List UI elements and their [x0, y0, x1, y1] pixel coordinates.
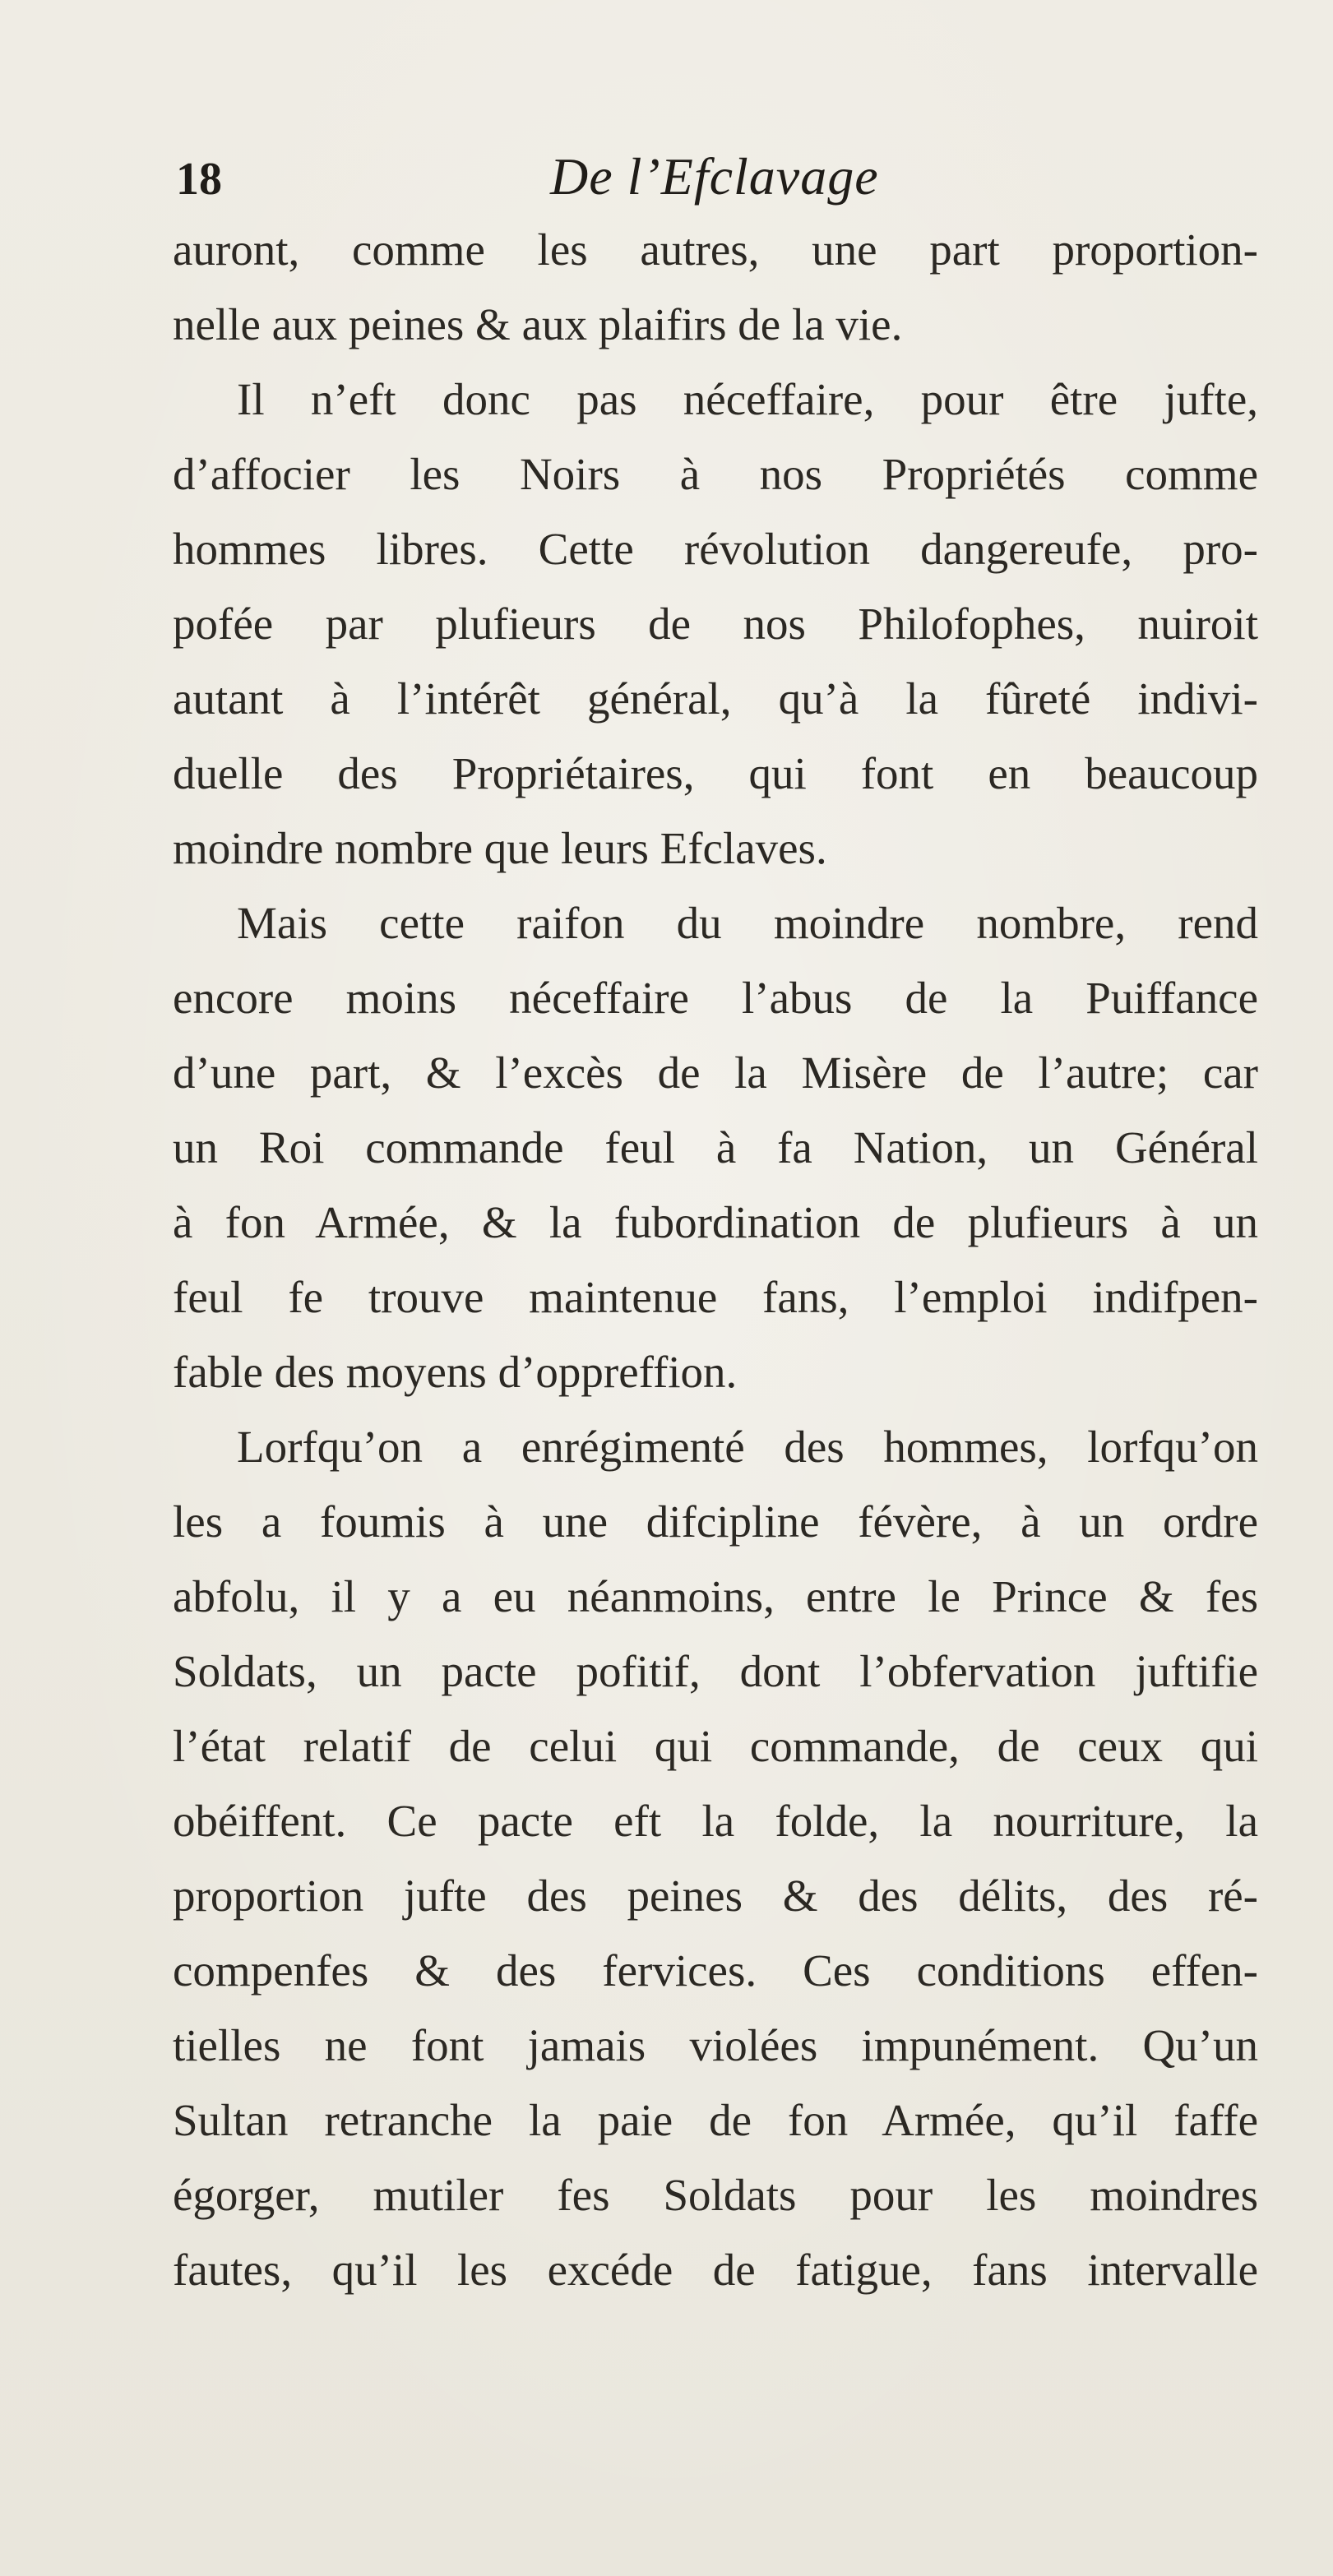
- text-line: abfolu, il y a eu néanmoins, entre le Prince & fes: [173, 1571, 1258, 1621]
- text-line: d’une part, & l’excès de la Misère de l’autre; car: [173, 1048, 1258, 1098]
- text-line: duelle des Propriétaires, qui font en beaucoup: [173, 748, 1258, 798]
- text-line: encore moins néceffaire l’abus de la Puiffance: [173, 973, 1258, 1023]
- text-line: obéiffent. Ce pacte eft la folde, la nourriture, la: [173, 1796, 1258, 1846]
- text-line: feul fe trouve maintenue fans, l’emploi indifpen-: [173, 1272, 1258, 1322]
- text-line: hommes libres. Cette révolution dangereufe, pro-: [173, 524, 1258, 574]
- running-head: [176, 146, 1261, 220]
- text-line: Lorfqu’on a enrégimenté des hommes, lorfqu’on: [237, 1422, 1258, 1472]
- text-line: les a foumis à une difcipline févère, à un ordre: [173, 1496, 1258, 1547]
- text-line: tielles ne font jamais violées impunément. Qu’un: [173, 2020, 1258, 2070]
- text-line: Soldats, un pacte pofitif, dont l’obfervation juftifie: [173, 1646, 1258, 1696]
- page-number: 18: [176, 154, 222, 205]
- text-line: moindre nombre que leurs Efclaves.: [173, 823, 827, 873]
- text-line: d’affocier les Noirs à nos Propriétés comme: [173, 449, 1258, 499]
- running-title: De l’Efclavage: [550, 147, 879, 206]
- text-line: à fon Armée, & la fubordination de plufieurs à un: [173, 1197, 1258, 1247]
- text-line: nelle aux peines & aux plaifirs de la vie.: [173, 299, 903, 349]
- text-line: autant à l’intérêt général, qu’à la fûreté indivi-: [173, 673, 1258, 724]
- text-line: Sultan retranche la paie de fon Armée, qu’il faffe: [173, 2095, 1258, 2145]
- text-line: proportion jufte des peines & des délits, des ré-: [173, 1871, 1258, 1921]
- text-line: Il n’eft donc pas néceffaire, pour être jufte,: [237, 374, 1258, 424]
- text-line: compenfes & des fervices. Ces conditions effen-: [173, 1945, 1258, 1996]
- text-line: égorger, mutiler fes Soldats pour les moindres: [173, 2170, 1258, 2220]
- text-body: [173, 212, 1258, 2307]
- text-line: l’état relatif de celui qui commande, de ceux qui: [173, 1721, 1258, 1771]
- text-line: pofée par plufieurs de nos Philofophes, nuiroit: [173, 599, 1258, 649]
- text-line: auront, comme les autres, une part proportion-: [173, 224, 1258, 275]
- text-line: fautes, qu’il les excéde de fatigue, fans intervalle: [173, 2245, 1258, 2295]
- text-line: fable des moyens d’oppreffion.: [173, 1347, 738, 1397]
- text-line: un Roi commande feul à fa Nation, un Général: [173, 1122, 1258, 1172]
- text-line: Mais cette raifon du moindre nombre, rend: [237, 898, 1258, 948]
